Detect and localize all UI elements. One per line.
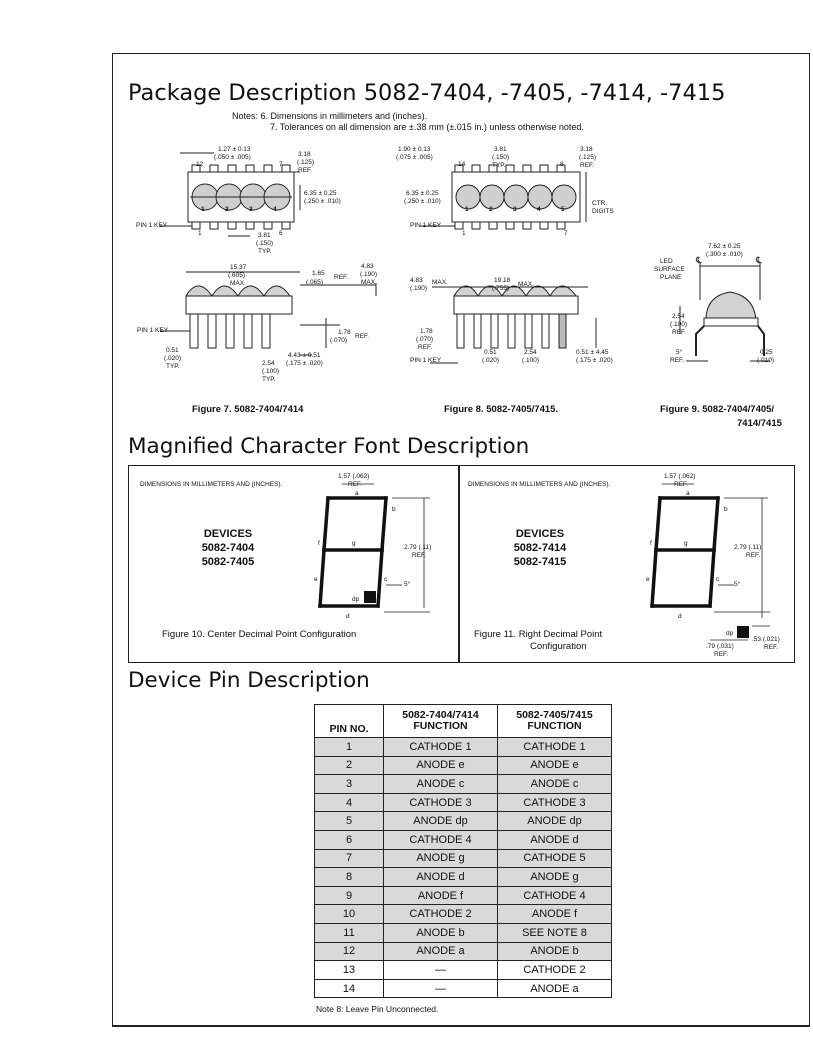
fig8-ctr: CTR.	[592, 200, 608, 207]
fig8-digit-5: 5	[561, 206, 565, 213]
fig7-dim-635: 6.35 ± 0.25	[304, 190, 337, 197]
fig9-deg: 5°	[676, 349, 683, 356]
fig9-plane: PLANE	[660, 274, 682, 281]
fig8-dim-318: 3.18	[580, 146, 593, 153]
fig10-seg-b: b	[392, 506, 396, 513]
fig8-dim-190: 1.90 ± 0.13	[398, 146, 431, 153]
pin-number-cell: 13	[315, 961, 384, 980]
pin-table-body	[315, 738, 612, 998]
fig8-pin1key: PIN 1 KEY	[410, 222, 442, 229]
fig11-seg-f: f	[650, 540, 652, 547]
fig11-dim-157: 1.57 (.062)	[664, 473, 696, 480]
function-7404-cell: —	[384, 961, 498, 980]
fig11-dev2: 5082-7415	[513, 556, 567, 568]
fig9-dim-254: 2.54	[672, 313, 685, 320]
fig9-caption-line2: 7414/7415	[737, 418, 782, 429]
fig9-dim-254-in: (.100)	[670, 321, 687, 328]
fig11-caption-line1: Figure 11. Right Decimal Point	[474, 629, 603, 640]
fig11-ref: REF.	[674, 481, 689, 488]
fig9-surface: SURFACE	[654, 266, 685, 273]
table-row	[315, 849, 612, 868]
fig7-dim-318-in: (.125)	[297, 159, 314, 166]
fig7-dim-051: 0.51	[166, 347, 179, 354]
fig8-dim-178-in: (.070)	[416, 336, 433, 343]
fig8-dim-1918-in: (.755)	[492, 285, 509, 292]
table-row	[315, 905, 612, 924]
fig10-deg: 5°	[404, 581, 411, 588]
fig7-dim-1537-in: (.605)	[228, 272, 245, 279]
pin-number-cell: 11	[315, 923, 384, 942]
fig8-dim-178: 1.78	[420, 328, 433, 335]
fig10-seg-dp: dp	[352, 596, 360, 603]
function-7404-cell: ANODE f	[384, 886, 498, 905]
table-row	[315, 868, 612, 887]
function-7405-cell: ANODE d	[498, 830, 612, 849]
fig10-caption: Figure 10. Center Decimal Point Configuration	[162, 629, 357, 640]
fig10-ref: REF.	[348, 481, 363, 488]
fig7-typ-2: TYP.	[166, 363, 180, 370]
fig7-dim-483-in: (.190)	[360, 271, 377, 278]
fig8-dim-381: 3.81	[494, 146, 507, 153]
fig7-dim-381-in: (.150)	[256, 240, 273, 247]
function-7405-cell: CATHODE 3	[498, 793, 612, 812]
fig8-max-2: MAX.	[518, 281, 534, 288]
fig7-typ-3: TYP.	[262, 376, 276, 383]
fig8-dim-381-in: (.150)	[492, 154, 509, 161]
fig11-dim-053: .53 (.021)	[752, 636, 780, 643]
pin-number-cell: 2	[315, 756, 384, 775]
fig9-dim-025-in: (.010)	[757, 357, 774, 364]
fig7-dim-443: 4.43 ± 0.51	[288, 352, 321, 359]
fig7-caption: Figure 7. 5082-7404/7414	[192, 404, 304, 415]
fig8-ref: REF.	[580, 162, 595, 169]
table-row	[315, 979, 612, 998]
package-heading: Package Description 5082-7404, -7405, -7414, -7415	[128, 80, 726, 106]
fig10-dev2: 5082-7405	[201, 556, 255, 568]
pin-number-cell: 4	[315, 793, 384, 812]
fig7-typ: TYP.	[258, 248, 272, 255]
function-7404-cell: ANODE g	[384, 849, 498, 868]
pin-number-cell: 14	[315, 979, 384, 998]
pin-number-cell: 1	[315, 738, 384, 757]
fig7-pin7: 7	[279, 161, 283, 168]
fig11-caption-line2: Configuration	[530, 641, 587, 652]
fig11-seg-e: e	[646, 576, 650, 583]
pin-number-cell: 10	[315, 905, 384, 924]
fig10-dims-note: DIMENSIONS IN MILLIMETERS AND (INCHES).	[140, 481, 283, 488]
table-row	[315, 793, 612, 812]
fig7-max-2: MAX.	[361, 279, 377, 286]
fig7-pin6: 6	[279, 230, 283, 237]
fig7-dim-178: 1.78	[338, 329, 351, 336]
fig8-pin14: 14	[458, 161, 466, 168]
pin-number-cell: 3	[315, 775, 384, 794]
fig11-dev1: 5082-7414	[513, 542, 567, 554]
function-7404-cell: ANODE b	[384, 923, 498, 942]
fig10-seg-a: a	[355, 490, 359, 497]
fig7-dim-443-in: (.175 ± .020)	[286, 360, 323, 367]
fig7-ref: REF.	[298, 167, 313, 174]
fig7-dim-178-in: (.070)	[330, 337, 347, 344]
fig9-caption-line1: Figure 9. 5082-7404/7405/	[660, 404, 775, 415]
fig7-pin12: 12	[196, 161, 204, 168]
fig7-dim-254: 2.54	[262, 360, 275, 367]
fig8-dim-254: 2.54	[524, 349, 537, 356]
fig9-ref: REF.	[672, 329, 687, 336]
function-7405-cell: ANODE dp	[498, 812, 612, 831]
fig8-digits-label: DIGITS	[592, 208, 614, 215]
fig10-seg-c: c	[384, 576, 388, 583]
function-7404-cell: ANODE d	[384, 868, 498, 887]
pin-number-cell: 5	[315, 812, 384, 831]
function-7404-cell: CATHODE 2	[384, 905, 498, 924]
fig11-seg-g: g	[684, 540, 688, 547]
function-7405-cell: SEE NOTE 8	[498, 923, 612, 942]
function-7404-cell: ANODE e	[384, 756, 498, 775]
fig11-devices: DEVICES	[515, 528, 565, 540]
fig9-dim-762: 7.62 ± 0.25	[708, 243, 741, 250]
fig11-dims-note: DIMENSIONS IN MILLIMETERS AND (INCHES).	[468, 481, 611, 488]
function-7405-cell: ANODE g	[498, 868, 612, 887]
function-7404-cell: ANODE a	[384, 942, 498, 961]
fig8-digit-4: 4	[537, 206, 541, 213]
fig11-seg-d: d	[678, 613, 682, 620]
table-row	[315, 923, 612, 942]
header-col2-line1: 5082-7404/7414	[402, 709, 479, 721]
fig7-dim-165: 1.65	[312, 270, 325, 277]
fig9-centerline-right: ℄	[756, 255, 762, 265]
fig8-dim-635: 6.35 ± 0.25	[406, 190, 439, 197]
table-row	[315, 738, 612, 757]
fig10-ref-2: REF.	[412, 552, 427, 559]
table-row	[315, 961, 612, 980]
fig8-ref-2: REF.	[418, 344, 433, 351]
fig8-dim-051: 0.51	[484, 349, 497, 356]
fig8-dim-051-in: (.020)	[482, 357, 499, 364]
fig8-digit-2: 2	[489, 206, 493, 213]
function-7404-cell: CATHODE 4	[384, 830, 498, 849]
table-row	[315, 886, 612, 905]
fig7-dim-127: 1.27 ± 0.13	[218, 146, 251, 153]
fig8-dim-1918: 19.18	[494, 277, 511, 284]
function-7404-cell: ANODE c	[384, 775, 498, 794]
fig7-digit-3: 3	[249, 206, 253, 213]
fig7-dim-127-in: (.050 ± .005)	[214, 154, 251, 161]
fig7-digit-1: 1	[201, 206, 205, 213]
fig11-deg: 5°	[734, 581, 741, 588]
fig8-dim-190-in: (.075 ± .005)	[396, 154, 433, 161]
header-col3-line1: 5082-7405/7415	[516, 709, 593, 721]
function-7405-cell: ANODE c	[498, 775, 612, 794]
pin-number-cell: 6	[315, 830, 384, 849]
fig8-dim-483: 4.83	[410, 277, 423, 284]
fig8-pin7: 7	[564, 230, 568, 237]
fig8-dim-254-in: (.100)	[522, 357, 539, 364]
fig8-dim-051b-in: (.175 ± .020)	[576, 357, 613, 364]
function-7405-cell: CATHODE 2	[498, 961, 612, 980]
table-row	[315, 812, 612, 831]
fig10-devices: DEVICES	[203, 528, 253, 540]
table-row	[315, 830, 612, 849]
fig8-digit-1: 1	[465, 206, 469, 213]
function-7405-cell: ANODE b	[498, 942, 612, 961]
fig11-dim-079: .79 (.031)	[706, 643, 734, 650]
fig7-dim-483: 4.83	[361, 263, 374, 270]
function-7405-cell: ANODE e	[498, 756, 612, 775]
table-row	[315, 775, 612, 794]
fig9-dim-025: 0.25	[760, 349, 773, 356]
header-col3-line2: FUNCTION	[527, 720, 582, 732]
fig11-ref-2: REF.	[746, 552, 761, 559]
fig11-ref-3: REF.	[714, 651, 729, 658]
fig11-seg-a: a	[686, 490, 690, 497]
function-7405-cell: CATHODE 4	[498, 886, 612, 905]
fig11-dim-279: 2.79 (.11)	[734, 544, 762, 551]
pin-table	[314, 704, 612, 998]
function-7404-cell: —	[384, 979, 498, 998]
fig7-pin1key-2: PIN 1 KEY	[137, 327, 169, 334]
function-7404-cell: CATHODE 3	[384, 793, 498, 812]
pin-table-header-row	[315, 705, 612, 738]
header-col3	[498, 705, 612, 738]
fig8-caption: Figure 8. 5082-7405/7415.	[444, 404, 559, 415]
fig10-dim-279: 2.79 (.11)	[404, 544, 432, 551]
fig7-dim-1537: 15.37	[230, 264, 247, 271]
fig7-dim-381: 3.81	[258, 232, 271, 239]
font-heading: Magnified Character Font Description	[128, 434, 530, 459]
fig8-dim-051b: 0.51 ± 4.45	[576, 349, 609, 356]
table-row	[315, 756, 612, 775]
fig7-ref-3: REF.	[355, 333, 370, 340]
pin-number-cell: 8	[315, 868, 384, 887]
fig10-dev1: 5082-7404	[201, 542, 255, 554]
fig10-seg-d: d	[346, 613, 350, 620]
fig10-seg-f: f	[318, 540, 320, 547]
pin-number-cell: 7	[315, 849, 384, 868]
fig11-seg-dp: dp	[726, 630, 734, 637]
note-6: Notes: 6. Dimensions in millimeters and (inches).	[232, 111, 428, 121]
fig7-dim-051-in: (.020)	[164, 355, 181, 362]
fig11-ref-4: REF.	[764, 644, 779, 651]
fig7-max: MAX.	[230, 280, 246, 287]
fig8-max: MAX.	[432, 279, 448, 286]
fig7-pin1key: PIN 1 KEY	[136, 222, 168, 229]
fig8-pin8: 8	[560, 161, 564, 168]
fig8-pin1: 1	[462, 230, 466, 237]
pin-number-cell: 9	[315, 886, 384, 905]
fig11-seg-b: b	[724, 506, 728, 513]
fig9-led: LED	[660, 258, 673, 265]
function-7404-cell: CATHODE 1	[384, 738, 498, 757]
note-7: 7. Tolerances on all dimension are ±.38 mm (±.015 in.) unless otherwise noted.	[270, 122, 584, 132]
fig9-centerline-left: ℄	[696, 255, 702, 265]
fig9-dim-762-in: (.300 ± .010)	[706, 251, 743, 258]
note-8: Note 8: Leave Pin Unconnected.	[316, 1004, 439, 1014]
fig7-digit-4: 4	[273, 206, 277, 213]
fig7-pin1: 1	[198, 230, 202, 237]
fig8-pin1key-2: PIN 1 KEY	[410, 357, 442, 364]
function-7404-cell: ANODE dp	[384, 812, 498, 831]
fig7-digit-2: 2	[225, 206, 229, 213]
fig8-typ: TYP.	[492, 162, 506, 169]
header-col2	[384, 705, 498, 738]
pins-heading: Device Pin Description	[128, 668, 370, 693]
function-7405-cell: CATHODE 1	[498, 738, 612, 757]
function-7405-cell: ANODE f	[498, 905, 612, 924]
pin-number-cell: 12	[315, 942, 384, 961]
fig11-seg-c: c	[716, 576, 720, 583]
fig10-seg-g: g	[352, 540, 356, 547]
header-pin-no: PIN NO.	[315, 705, 384, 738]
fig7-dim-165-in: (.065)	[306, 279, 323, 286]
fig7-dim-254-in: (.100)	[262, 368, 279, 375]
function-7405-cell: CATHODE 5	[498, 849, 612, 868]
fig7-dim-318: 3.18	[298, 151, 311, 158]
fig8-dim-318-in: (.125)	[579, 154, 596, 161]
fig7-dim-635-in: (.250 ± .010)	[304, 198, 341, 205]
fig8-digit-3: 3	[513, 206, 517, 213]
fig8-dim-483-in: (.190)	[410, 285, 427, 292]
fig7-ref-2: REF.	[334, 274, 349, 281]
fig10-seg-e: e	[314, 576, 318, 583]
table-row	[315, 942, 612, 961]
fig8-dim-635-in: (.250 ± .010)	[404, 198, 441, 205]
fig10-dim-157: 1.57 (.062)	[338, 473, 370, 480]
fig9-ref-2: REF.	[670, 357, 685, 364]
header-col2-line2: FUNCTION	[413, 720, 468, 732]
function-7405-cell: ANODE a	[498, 979, 612, 998]
